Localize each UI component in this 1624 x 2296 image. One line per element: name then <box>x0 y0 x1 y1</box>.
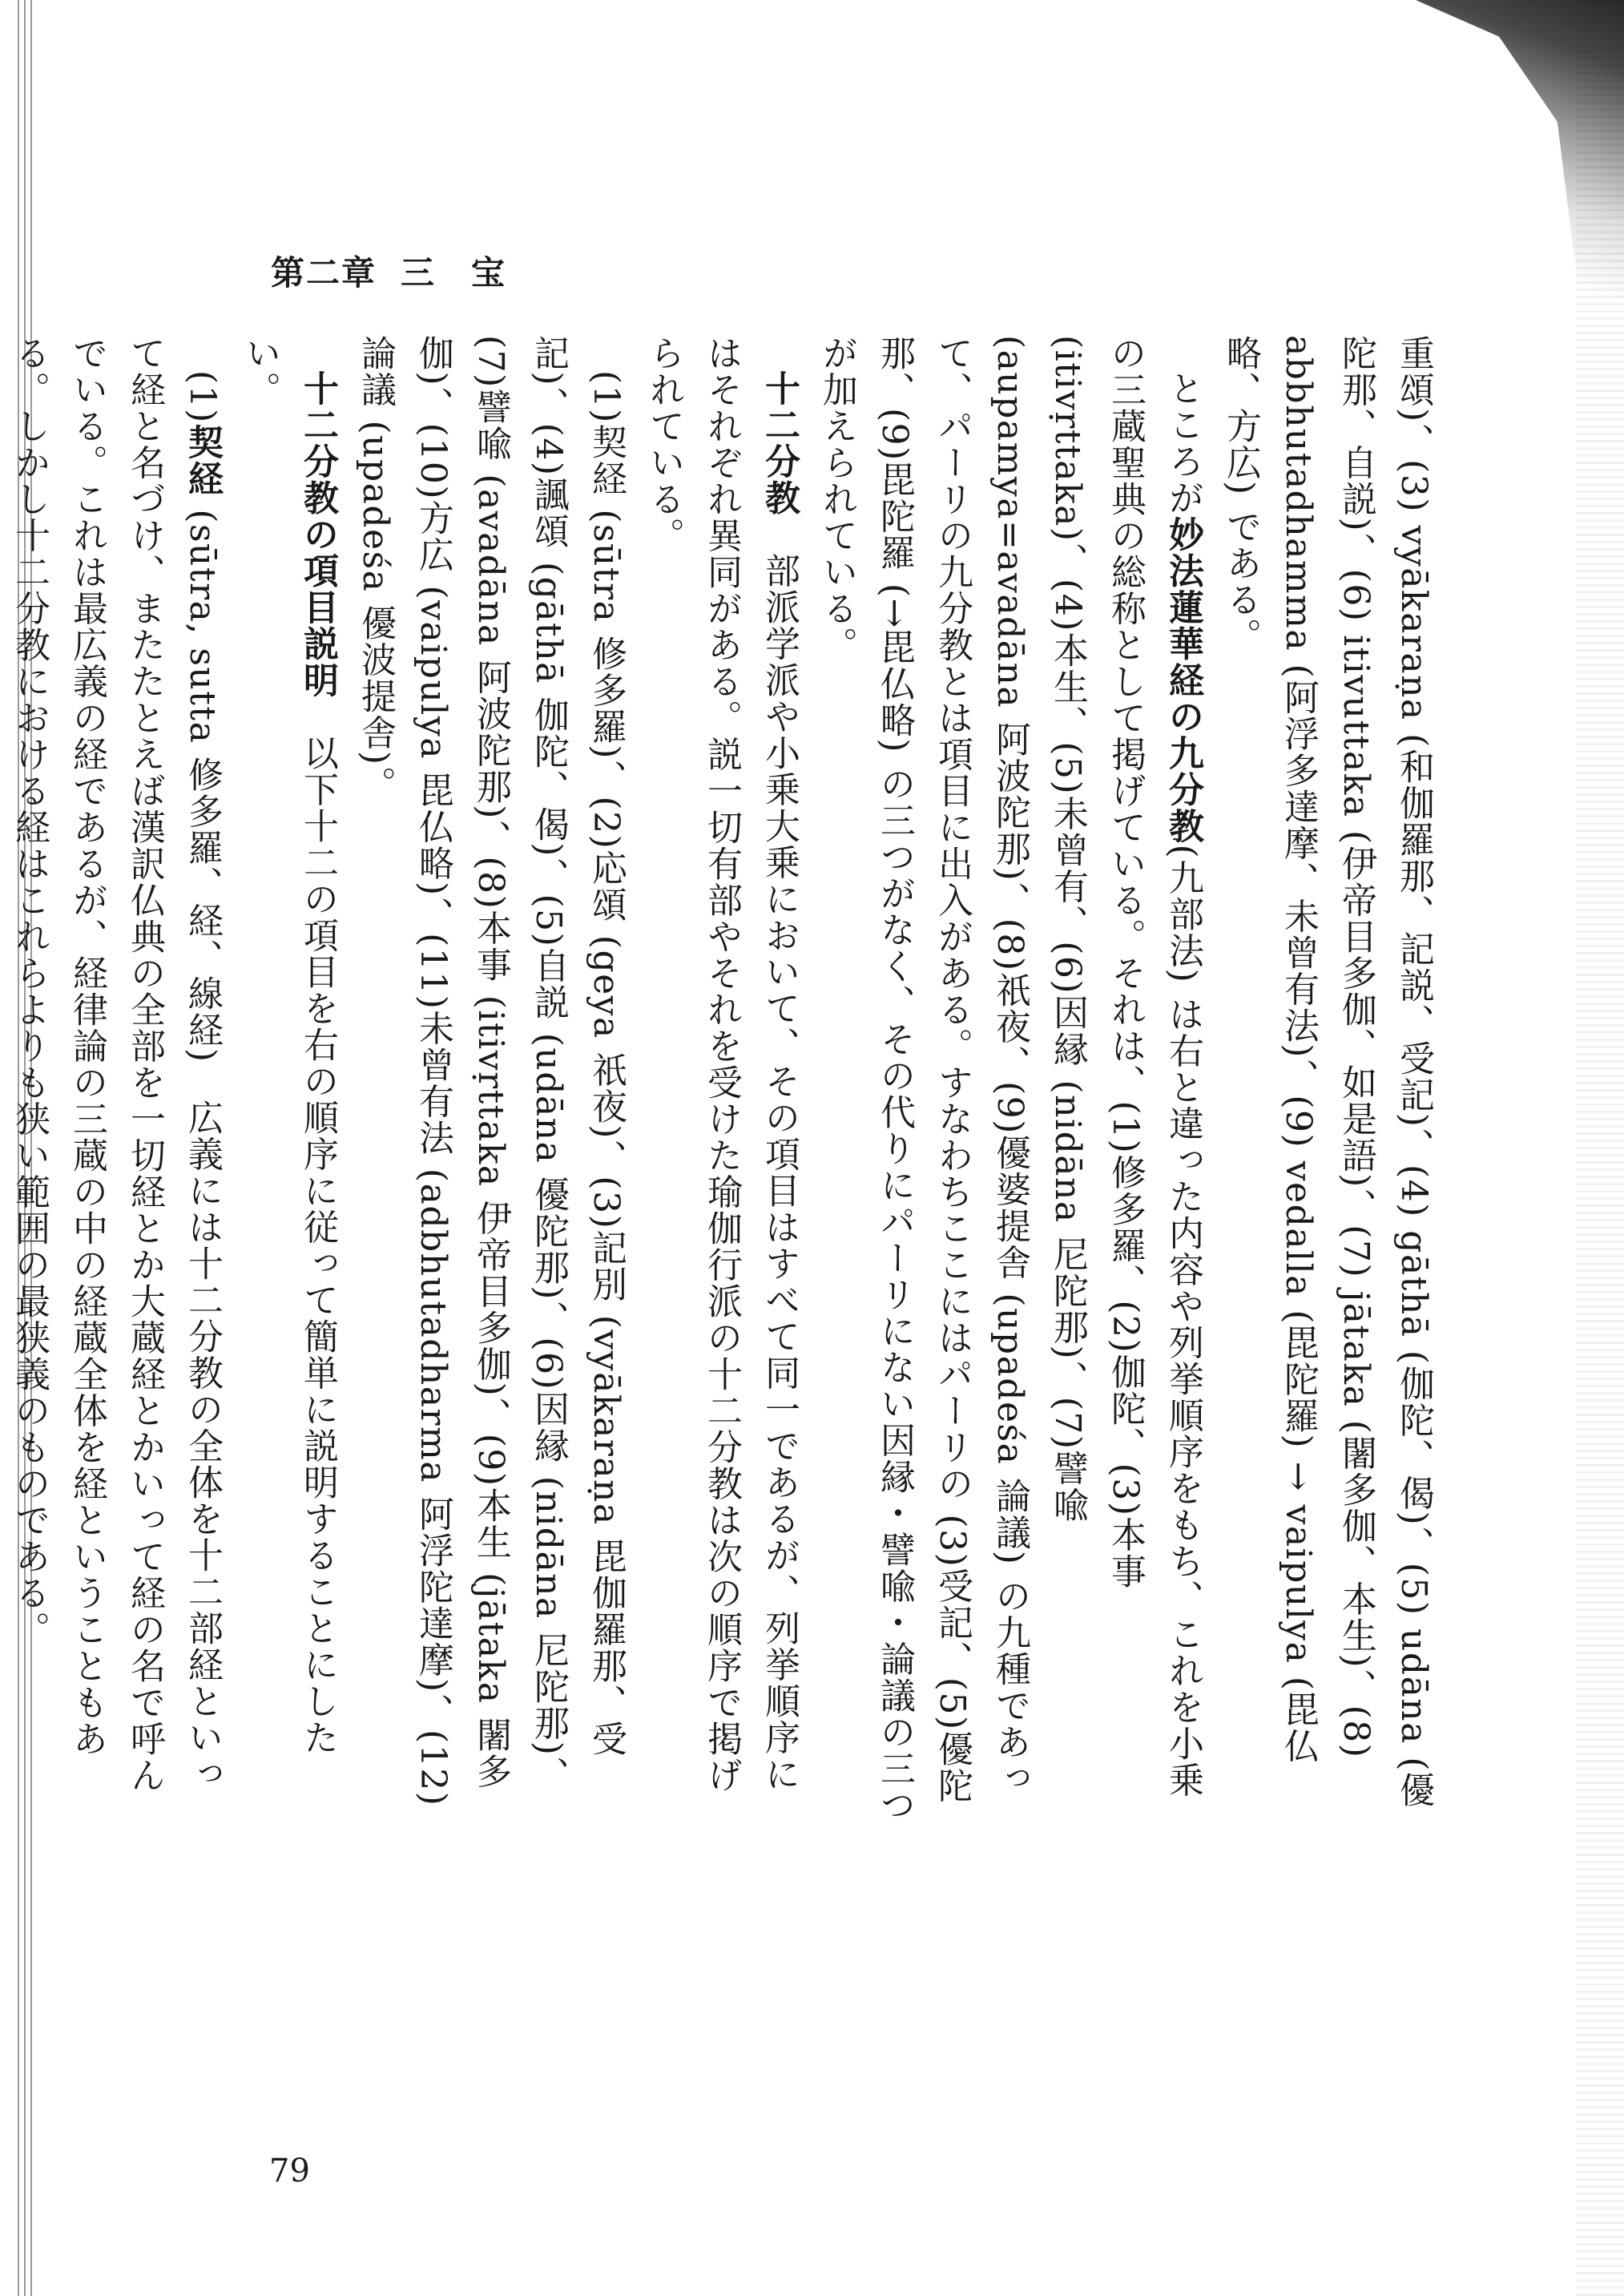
bold-term: 十二分教 <box>759 370 800 516</box>
body-text <box>9 335 1442 1826</box>
bold-term: 契経 <box>182 423 223 497</box>
bold-term: 妙法蓮華経の九分教 <box>1163 516 1203 845</box>
text-run: (1) <box>182 370 223 424</box>
paragraph-p5 <box>231 335 346 1826</box>
text-run: 重頌)、(3) vyākaraṇa (和伽羅那、記説、受記)、(4) gāthā (伽陀、偈)、(5) udāna (優陀那、自説)、(6) itivuttaka (伊帝目多伽、如是語)、(7) jātaka (闍多伽、本生)、(8) abbhutadhamma (阿浮多達摩、未曾有法)、(9) vedalla (毘陀羅) → vaipulya (毘仏略、方広) である。 <box>1220 335 1434 1809</box>
text-run: (sūtra, sutta 修多羅、経、線経) 広義には十二分教の全体を十二部経といって経と名づけ、またたとえば漢訳仏典の全部を一切経とか大蔵経とかいって経の名で呼んでいる。これは最広義の経であるが、経律論の三蔵の中の経蔵全体を経ということもある。しかし十二分教における経はこれらよりも狭い範囲の最狭義のものである。 <box>9 335 223 1794</box>
text-run: 部派学派や小乗大乗において、その項目はすべて同一であるが、列挙順序にはそれぞれ異同がある。説一切有部やそれを受けた瑜伽行派の十二分教は次の順序で掲げられている。 <box>643 335 800 1794</box>
running-header <box>271 247 506 295</box>
paragraph-p6 <box>0 335 231 1826</box>
text-run: ところが <box>1163 370 1203 516</box>
paragraph-p3 <box>635 335 808 1826</box>
text-run: (九部法) は右と違った内容や列挙順序をもち、これを小乗の三蔵聖典の総称として掲げている。それは、(1)修多羅、(2)伽陀、(3)本事 (itivṛttaka)、(4)本生、(5)未曾有、(6)因縁 (nidāna 尼陀那)、(7)譬喩 (aupamya=avadāna 阿波陀那)、(8)祇夜、(9)優婆提舎 (upadeśa 論議) の九種であって、パーリの九分教とは項目に出入がある。すなわちここにはパーリの (3)受記、(5)優陀那、(9)毘陀羅 (→毘仏略) の三つがなく、その代りにパーリにない因縁・譬喩・論議の三つが加えられている。 <box>816 335 1203 1823</box>
chapter-label: 第二章 <box>271 253 377 293</box>
text-run: 以下十二の項目を右の順序に従って簡単に説明することにしたい。 <box>240 335 338 1756</box>
paragraph-p4 <box>346 335 635 1826</box>
paragraph-p1 <box>1211 335 1442 1826</box>
text-run: (1)契経 (sūtra 修多羅)、(2)応頌 (geya 祇夜)、(3)記別 (vyākaraṇa 毘伽羅那、受記)、(4)諷頌 (gāthā 伽陀、偈)、(5)自説 (udāna 優陀那)、(6)因縁 (nidāna 尼陀那)、(7)譬喩 (avadāna 阿波陀那)、(8)本事 (itivṛttaka 伊帝目多伽)、(9)本生 (jātaka 闍多伽)、(10)方広 (vaipulya 毘仏略)、(11)未曾有法 (adbhutadharma 阿浮陀達摩)、(12)論議 (upadeśa 優波提舎)。 <box>355 335 627 1807</box>
paragraph-p2 <box>808 335 1211 1826</box>
bold-term: 十二分教の項目説明 <box>297 370 338 699</box>
chapter-title: 三 宝 <box>401 253 507 293</box>
scan-edge-speckle <box>1576 0 1624 2296</box>
page-number: 79 <box>269 2153 310 2189</box>
